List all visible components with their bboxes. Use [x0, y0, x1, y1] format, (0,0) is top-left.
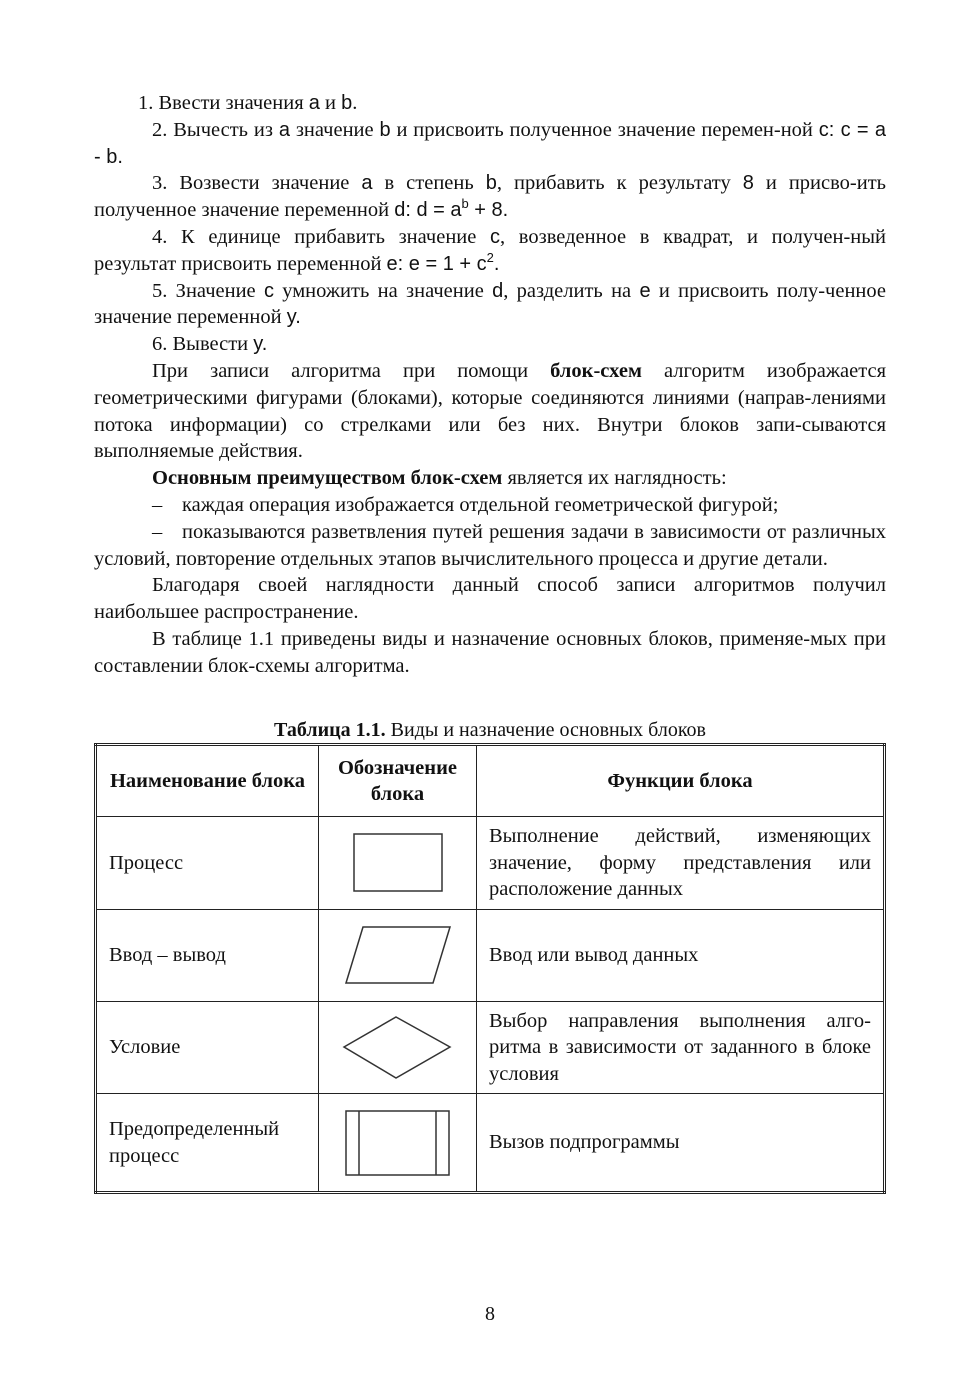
step-4: 4. К единице прибавить значение c, возведенное в квадрат, и получен-ный результат присвоить переменной e: $e = 1 + c^2$. [94, 225, 887, 275]
block-symbol [319, 1094, 477, 1193]
header-function: Функции блока [477, 745, 885, 817]
dash-bullet: – [152, 520, 163, 543]
table-row [96, 1094, 885, 1193]
bullet-item: – показываются разветвления путей решения задачи в зависимости от различных условий, повторение отдельных этапов вычислительного процесса и другие детали. [94, 520, 886, 570]
header-symbol: Обозначение блока [319, 745, 477, 817]
step-1: 1. Ввести значения a и b. [138, 92, 358, 114]
header-name: Наименование блока [96, 745, 319, 817]
table-row [96, 910, 885, 1002]
diamond-shape [342, 1015, 454, 1081]
table-header-row [96, 745, 885, 817]
table-caption: Таблица 1.1. Виды и назначение основных блоков [274, 719, 706, 741]
table-intro-paragraph: В таблице 1.1 приведены виды и назначение основных блоков, применяе-мых при составлении блок-схемы алгоритма. [94, 627, 886, 677]
block-symbol [319, 910, 477, 1002]
page-number: 8 [485, 1303, 495, 1325]
block-name: Условие [96, 1002, 319, 1094]
parallelogram-shape [342, 925, 454, 987]
step-6: 6. Вывести y. [152, 333, 268, 356]
rectangle-shape [348, 831, 448, 895]
spread-paragraph: Благодаря своей наглядности данный способ записи алгоритмов получил наибольшее распространение. [94, 574, 886, 624]
block-symbol [319, 817, 477, 910]
block-symbol [319, 1002, 477, 1094]
table-row [96, 817, 885, 910]
step-3: 3. Возвести значение a в степень b, прибавить к результату 8 и присво-ить полученное значение переменной d: $d = a^b + 8$. [94, 172, 887, 222]
block-function: Ввод или вывод данных [477, 910, 885, 1002]
block-name: Процесс [96, 817, 319, 910]
page-body [94, 90, 886, 680]
block-function: Выполнение действий, изменяющих значение, форму представления или расположение данных [477, 817, 885, 910]
intro-paragraph: При записи алгоритма при помощи блок-схем алгоритм изображается геометрическими фигурами (блоками), которые соединяются линиями (направ-лениями потока информации) со стрелками или без них. Внутри блоков запи-сываются выполняемые действия. [94, 359, 886, 463]
table-row [96, 1002, 885, 1094]
predefined-process-shape [343, 1108, 453, 1178]
block-name: Ввод – вывод [96, 910, 319, 1002]
block-function: Вызов подпрограммы [477, 1094, 885, 1193]
advantage-paragraph: Основным преимуществом блок-схем является их наглядность: [152, 467, 727, 490]
step-5: 5. Значение c умножить на значение d, разделить на e и присвоить полу-ченное значение переменной y. [94, 279, 886, 329]
bullet-item: – каждая операция изображается отдельной геометрической фигурой; [94, 492, 886, 519]
step-2: 2. Вычесть из a значение b и присвоить полученное значение перемен-ной c: c = a - b. [94, 118, 887, 168]
block-function: Выбор направления выполнения алго-ритма в зависимости от заданного в блоке условия [477, 1002, 885, 1094]
blocks-table [94, 743, 886, 1194]
dash-bullet: – [152, 493, 163, 516]
block-name: Предопределенный процесс [96, 1094, 319, 1193]
